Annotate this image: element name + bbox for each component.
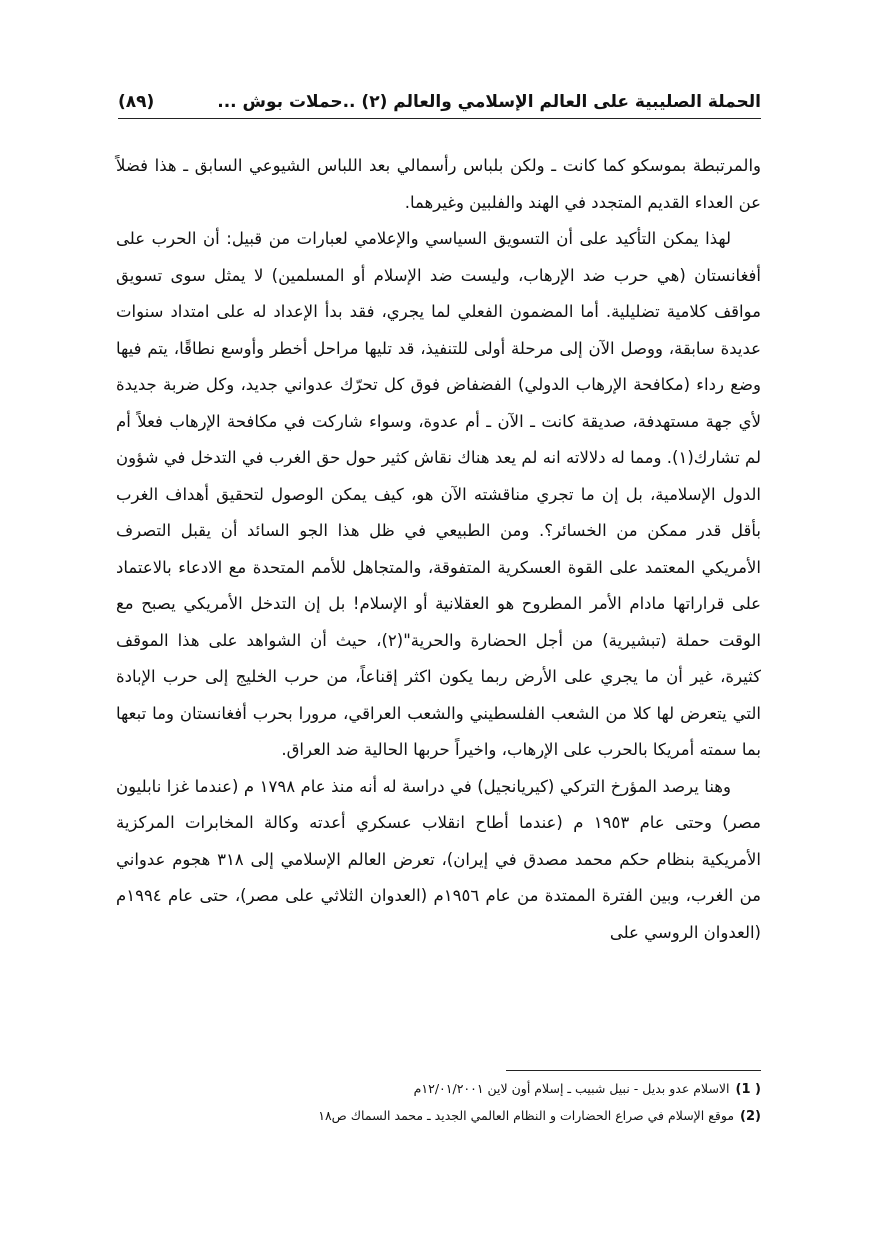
footnote-text: الاسلام عدو بديل - نبيل شبيب ـ إسلام أون لاين ١٢/٠١/٢٠٠١م	[413, 1081, 730, 1096]
paragraph: لهذا يمكن التأكيد على أن التسويق السياسي والإعلامي لعبارات من قبيل: أن الحرب على أفغانستان (هي حرب ضد الإرهاب، وليست ضد الإسلام أو المسلمين) لا يمثل سوى تسويق مواقف كلامية تضليلية. أما المضمون الفعلي لما يجري، فقد بدأ الإعداد له على امتداد سنوات عديدة سابقة، ووصل الآن إلى مرحلة أولى للتنفيذ، قد تليها مراحل أخطر وأوسع نطاقًا، يتم فيها وضع رداء (مكافحة الإرهاب الدولي) الفضفاض فوق كل تحرّك عدواني جديد، وكل ضربة جديدة لأي جهة مستهدفة، صديقة كانت ـ الآن ـ أم عدوة، وسواء شاركت في مكافحة الإرهاب فعلاً أم لم تشارك(١). ومما له دلالاته انه لم يعد هناك نقاش كثير حول حق الغرب في التدخل في شؤون الدول الإسلامية، بل إن ما تجري مناقشته الآن هو، كيف يمكن الوصول لتحقيق أهداف الغرب بأقل قدر ممكن من الخسائر؟. ومن الطبيعي في ظل هذا الجو السائد أن يقبل التصرف الأمريكي المعتمد على القوة العسكرية المتفوقة، والمتجاهل للأمم المتحدة مع الادعاء بالاعتماد على قراراتها مادام الأمر المطروح هو العقلانية أو الإسلام! بل إن التدخل الأمريكي يصبح مع الوقت حملة (تبشيرية) من أجل الحضارة والحرية"(٢)، حيث أن الشواهد على هذا الموقف كثيرة، غير أن ما يجري على الأرض ربما يكون اكثر إقناعاً، من حرب الخليج إلى حرب الإبادة التي يتعرض لها كلا من الشعب الفلسطيني والشعب العراقي، مرورا بحرب أفغانستان وما تبعها بما سمته أمريكا بالحرب على الإرهاب، واخيراً حربها الحالية ضد العراق.	[116, 229, 761, 759]
page-number: (٨٩)	[118, 92, 155, 112]
footnote	[118, 1076, 761, 1103]
footnote-mark: ( 1)	[735, 1082, 761, 1097]
body-text	[116, 148, 761, 951]
running-header	[118, 86, 761, 118]
footnotes	[118, 1076, 761, 1130]
footnote-mark: (2)	[740, 1109, 761, 1124]
footnote-text: موقع الإسلام في صراع الحضارات و النظام العالمي الجديد ـ محمد السماك ص١٨	[318, 1108, 735, 1123]
paragraph: وهنا يرصد المؤرخ التركي (كيريانجيل) في دراسة له أنه منذ عام ١٧٩٨ م (عندما غزا نابليون مصر) وحتى عام ١٩٥٣ م (عندما أطاح انقلاب عسكري أعدته وكالة المخابرات المركزية الأمريكية بنظام حكم محمد مصدق في إيران)، تعرض العالم الإسلامي إلى ٣١٨ هجوم عدواني من الغرب، وبين الفترة الممتدة من عام ١٩٥٦م (العدوان الثلاثي على مصر)، حتى عام ١٩٩٤م (العدوان الروسي على	[116, 776, 761, 942]
footnote	[118, 1103, 761, 1130]
header-title: الحملة الصليبية على العالم الإسلامي والعالم (٢) ..حملات بوش ...	[217, 92, 761, 112]
header-rule	[118, 118, 761, 119]
footnote-rule	[506, 1070, 761, 1071]
paragraph: والمرتبطة بموسكو كما كانت ـ ولكن بلباس رأسمالي بعد اللباس الشيوعي السابق ـ هذا فضلاً عن العداء القديم المتجدد في الهند والفلبين وغيرهما.	[116, 156, 761, 212]
